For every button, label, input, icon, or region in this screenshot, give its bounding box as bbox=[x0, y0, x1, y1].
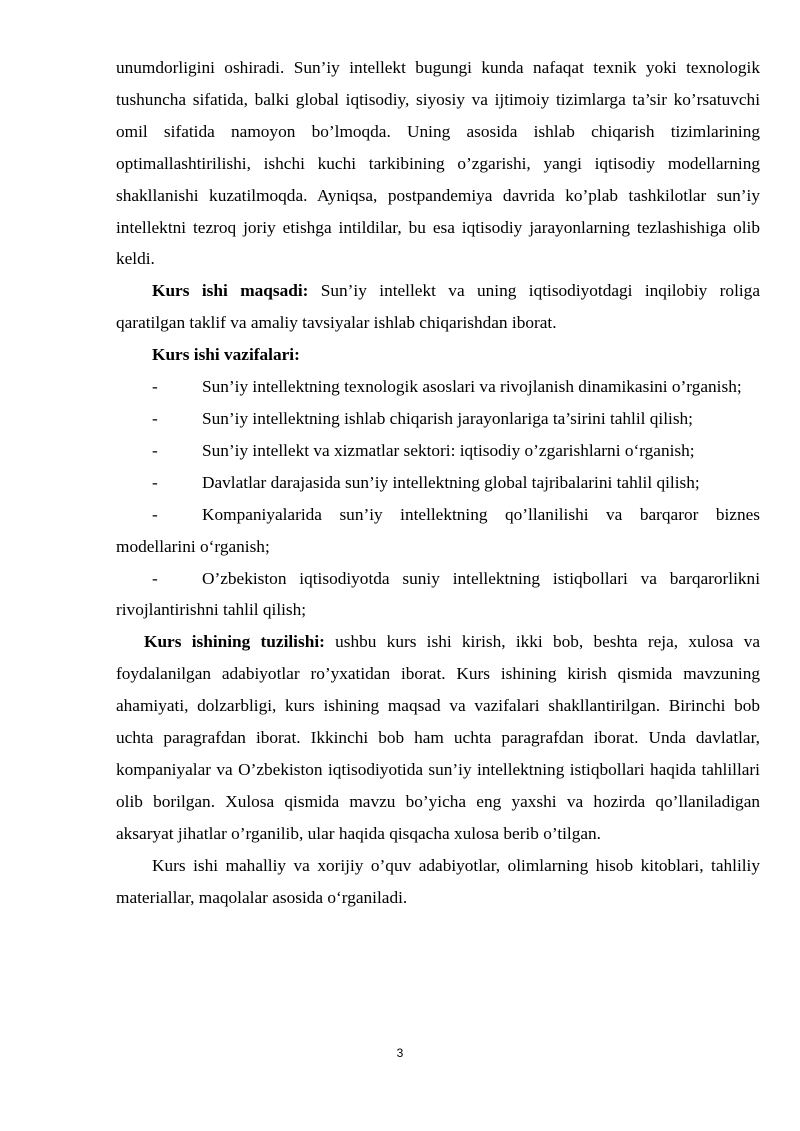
tasks-heading: Kurs ishi vazifalari: bbox=[152, 345, 300, 365]
list-item bbox=[116, 467, 760, 499]
list-bullet: - bbox=[152, 408, 158, 428]
list-item bbox=[116, 435, 760, 467]
list-item-text: Kompaniyalarida sun’iy intellektning qo’llanilishi va barqaror biznes modellarini o‘rganish; bbox=[116, 504, 760, 556]
list-item bbox=[116, 403, 760, 435]
list-item-text: Sun’iy intellekt va xizmatlar sektori: iqtisodiy o’zgarishlarni o‘rganish; bbox=[202, 440, 695, 460]
document-body bbox=[116, 52, 760, 913]
goal-label: Kurs ishi maqsadi: bbox=[152, 281, 309, 301]
list-bullet: - bbox=[152, 472, 158, 492]
list-item bbox=[116, 563, 760, 627]
list-item-text: O’zbekiston iqtisodiyotda suniy intellektning istiqbollari va barqarorlikni rivojlantirishni tahlil qilish; bbox=[116, 568, 760, 620]
sources-paragraph: Kurs ishi mahalliy va xorijiy o’quv adabiyotlar, olimlarning hisob kitoblari, tahliliy materiallar, maqolalar asosida o‘rganiladi. bbox=[116, 855, 760, 907]
list-bullet: - bbox=[152, 504, 158, 524]
page-number: 3 bbox=[396, 1046, 404, 1060]
list-item bbox=[116, 499, 760, 563]
goal-paragraph bbox=[116, 275, 760, 339]
structure-paragraph bbox=[116, 626, 760, 849]
structure-label: Kurs ishining tuzilishi: bbox=[144, 632, 325, 652]
list-item-text: Sun’iy intellektning ishlab chiqarish jarayonlariga ta’sirini tahlil qilish; bbox=[202, 408, 693, 428]
goal-text: Sun’iy intellekt va uning iqtisodiyotdagi inqilobiy roliga qaratilgan taklif va amaliy tavsiyalar ishlab chiqarishdan iborat. bbox=[116, 281, 760, 333]
list-bullet: - bbox=[152, 377, 158, 397]
list-bullet: - bbox=[152, 568, 158, 588]
list-bullet: - bbox=[152, 440, 158, 460]
list-item-text: Sun’iy intellektning texnologik asoslari va rivojlanish dinamikasini o’rganish; bbox=[202, 377, 742, 397]
intro-paragraph: unumdorligini oshiradi. Sun’iy intellekt bugungi kunda nafaqat texnik yoki texnologik tushuncha sifatida, balki global iqtisodiy, siyosiy va ijtimoiy tizimlarga ta’sir ko’rsatuvchi omil sifatida namoyon bo’lmoqda. Uning asosida ishlab chiqarish tizimlarining optimallashtirilishi, ishchi kuchi tarkibining o’zgarishi, yangi iqtisodiy modellarning shakllanishi kuzatilmoqda. Ayniqsa, postpandemiya davrida ko’plab tashkilotlar sun’iy intellektni tezroq joriy etishga intildilar, bu esa iqtisodiy jarayonlarning tezlashishiga olib keldi. bbox=[116, 58, 760, 269]
list-item-text: Davlatlar darajasida sun’iy intellektning global tajribalarini tahlil qilish; bbox=[202, 472, 700, 492]
list-item bbox=[116, 371, 760, 403]
structure-text: ushbu kurs ishi kirish, ikki bob, beshta reja, xulosa va foydalanilgan adabiyotlar ro’yxatidan iborat. Kurs ishining kirish qismida mavzuning ahamiyati, dolzarbligi, kurs ishining maqsad va vazifalari shakllantirilgan. Birinchi bob uchta paragrafdan iborat. Ikkinchi bob ham uchta paragrafdan iborat. Unda davlatlar, kompaniyalar va O’zbekiston iqtisodiyotida sun’iy intellektning istiqbollari haqida tahlillari olib borilgan. Xulosa qismida mavzu bo’yicha eng yaxshi va hozirda qo’llaniladigan aksaryat jihatlar o’rganilib, ular haqida qisqacha xulosa berib o’tilgan. bbox=[116, 632, 760, 843]
tasks-list bbox=[116, 371, 760, 626]
